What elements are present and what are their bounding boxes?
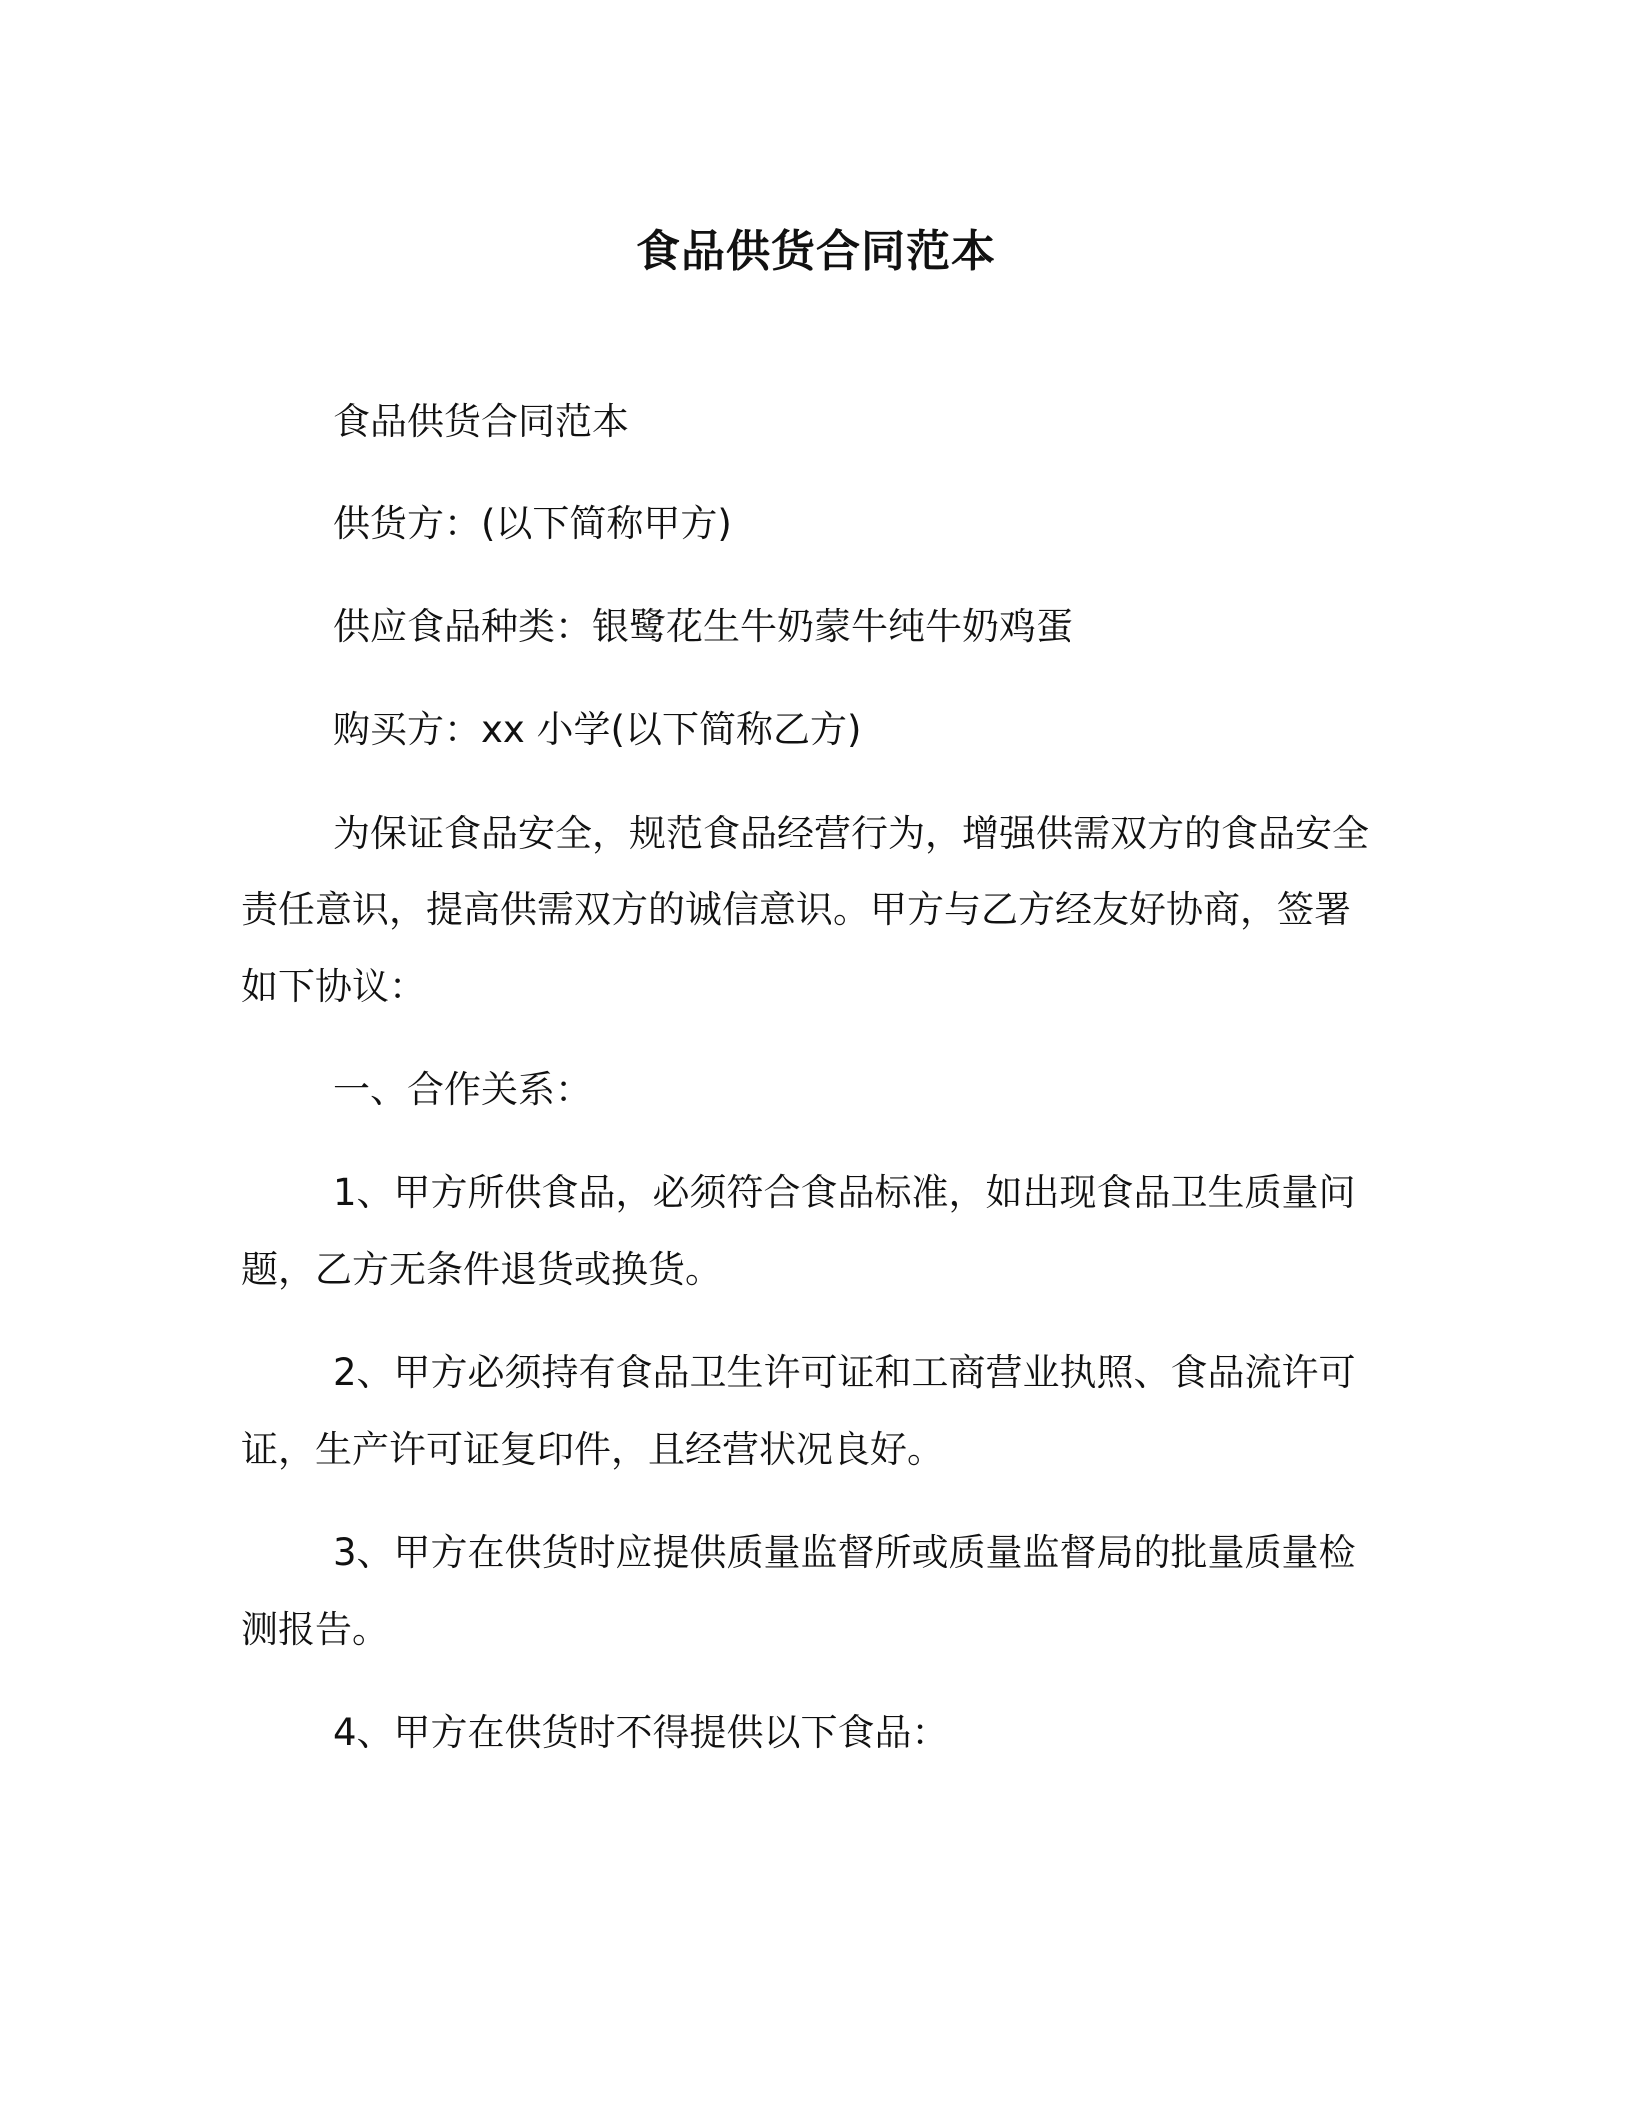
clause-3-line-1: 3、甲方在供货时应提供质量监督所或质量监督局的批量质量检 — [333, 1531, 1356, 1574]
clause-4-line-1: 4、甲方在供货时不得提供以下食品： — [333, 1711, 949, 1754]
clause-2-line-1: 2、甲方必须持有食品卫生许可证和工商营业执照、食品流许可 — [333, 1351, 1356, 1394]
supplier-line: 供货方：(以下简称甲方) — [333, 502, 732, 545]
clause-3-line-2: 测报告。 — [241, 1608, 389, 1651]
preamble-line-3: 如下协议： — [241, 965, 426, 1008]
buyer-line: 购买方：xx 小学(以下简称乙方) — [333, 708, 862, 751]
preamble-line-1: 为保证食品安全，规范食品经营行为，增强供需双方的食品安全 — [333, 812, 1369, 855]
food-types-line: 供应食品种类：银鹭花生牛奶蒙牛纯牛奶鸡蛋 — [333, 605, 1073, 648]
clause-1-line-2: 题，乙方无条件退货或换货。 — [241, 1248, 722, 1291]
section-1-heading: 一、合作关系： — [333, 1068, 592, 1111]
clause-2-line-2: 证，生产许可证复印件，且经营状况良好。 — [241, 1428, 944, 1471]
document-subtitle: 食品供货合同范本 — [333, 400, 629, 443]
clause-1-line-1: 1、甲方所供食品，必须符合食品标准，如出现食品卫生质量问 — [333, 1171, 1356, 1214]
preamble-line-2: 责任意识，提高供需双方的诚信意识。甲方与乙方经友好协商，签署 — [241, 888, 1351, 931]
document-title: 食品供货合同范本 — [636, 226, 996, 277]
